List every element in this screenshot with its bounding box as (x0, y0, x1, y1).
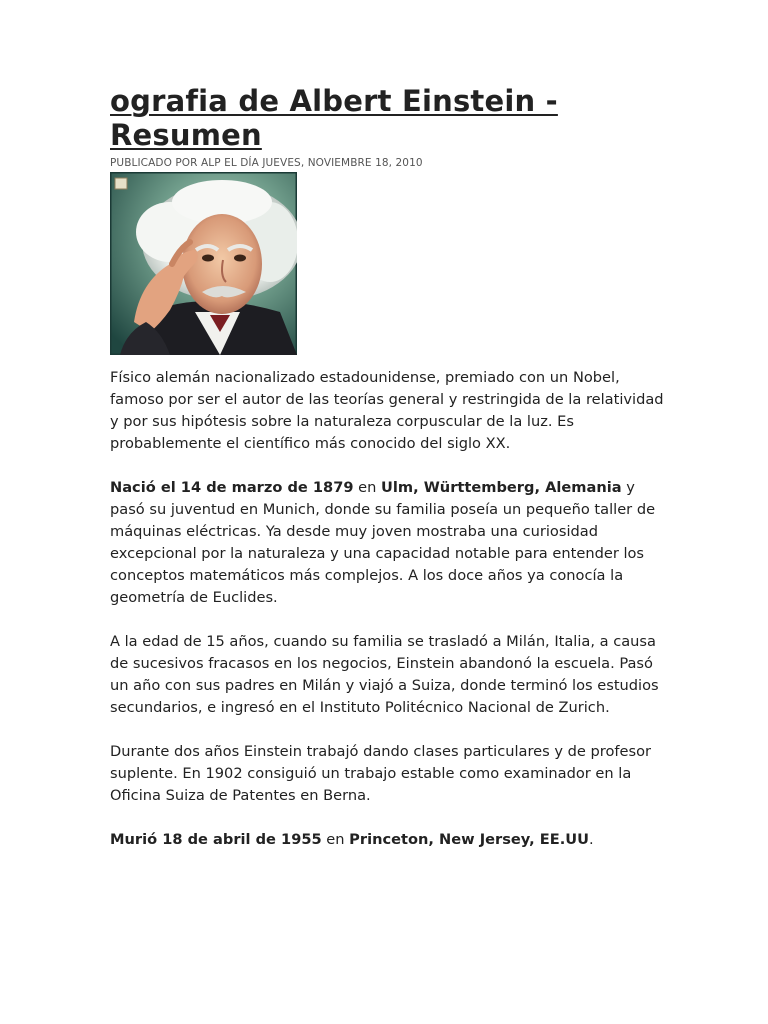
birth-place: Ulm, Württemberg, Alemania (381, 479, 622, 496)
article-body (110, 367, 670, 851)
birth-date: Nació el 14 de marzo de 1879 (110, 479, 354, 496)
einstein-portrait (110, 172, 297, 355)
article-title[interactable]: ografia de Albert Einstein - Resumen (110, 84, 558, 152)
birth-text: y pasó su juventud en Munich, donde su familia poseía un pequeño taller de máquinas eléctricas. Ya desde muy joven mostraba una curiosidad excepcional por la naturaleza y una capacidad notable para entender los conceptos matemáticos más complejos. A los doce años ya conocía la geometría de Euclides. (110, 479, 656, 606)
paragraph-education: A la edad de 15 años, cuando su familia se trasladó a Milán, Italia, a causa de sucesivos fracasos en los negocios, Einstein abandonó la escuela. Pasó un año con sus padres en Milán y viajó a Suiza, donde terminó los estudios secundarios, e ingresó en el Instituto Politécnico Nacional de Zurich. (110, 633, 659, 716)
death-period: . (589, 831, 594, 848)
paragraph-death (110, 829, 670, 851)
paragraph-birth (110, 477, 670, 609)
death-place: Princeton, New Jersey, EE.UU (349, 831, 589, 848)
paragraph-career: Durante dos años Einstein trabajó dando clases particulares y de profesor suplente. En 1902 consiguió un trabajo estable como examinador en la Oficina Suiza de Patentes en Berna. (110, 743, 652, 804)
article (110, 84, 670, 873)
connector-text: en (321, 831, 350, 848)
connector-text: en (353, 479, 382, 496)
death-date: Murió 18 de abril de 1955 (110, 831, 322, 848)
paragraph-intro: Físico alemán nacionalizado estadounidense, premiado con un Nobel, famoso por ser el autor de las teorías general y restringida de la relatividad y por sus hipótesis sobre la naturaleza corpuscular de la luz. Es probablemente el científico más conocido del siglo XX. (110, 369, 664, 452)
article-meta: PUBLICADO POR ALP EL DÍA JUEVES, NOVIEMBRE 18, 2010 (110, 157, 423, 169)
